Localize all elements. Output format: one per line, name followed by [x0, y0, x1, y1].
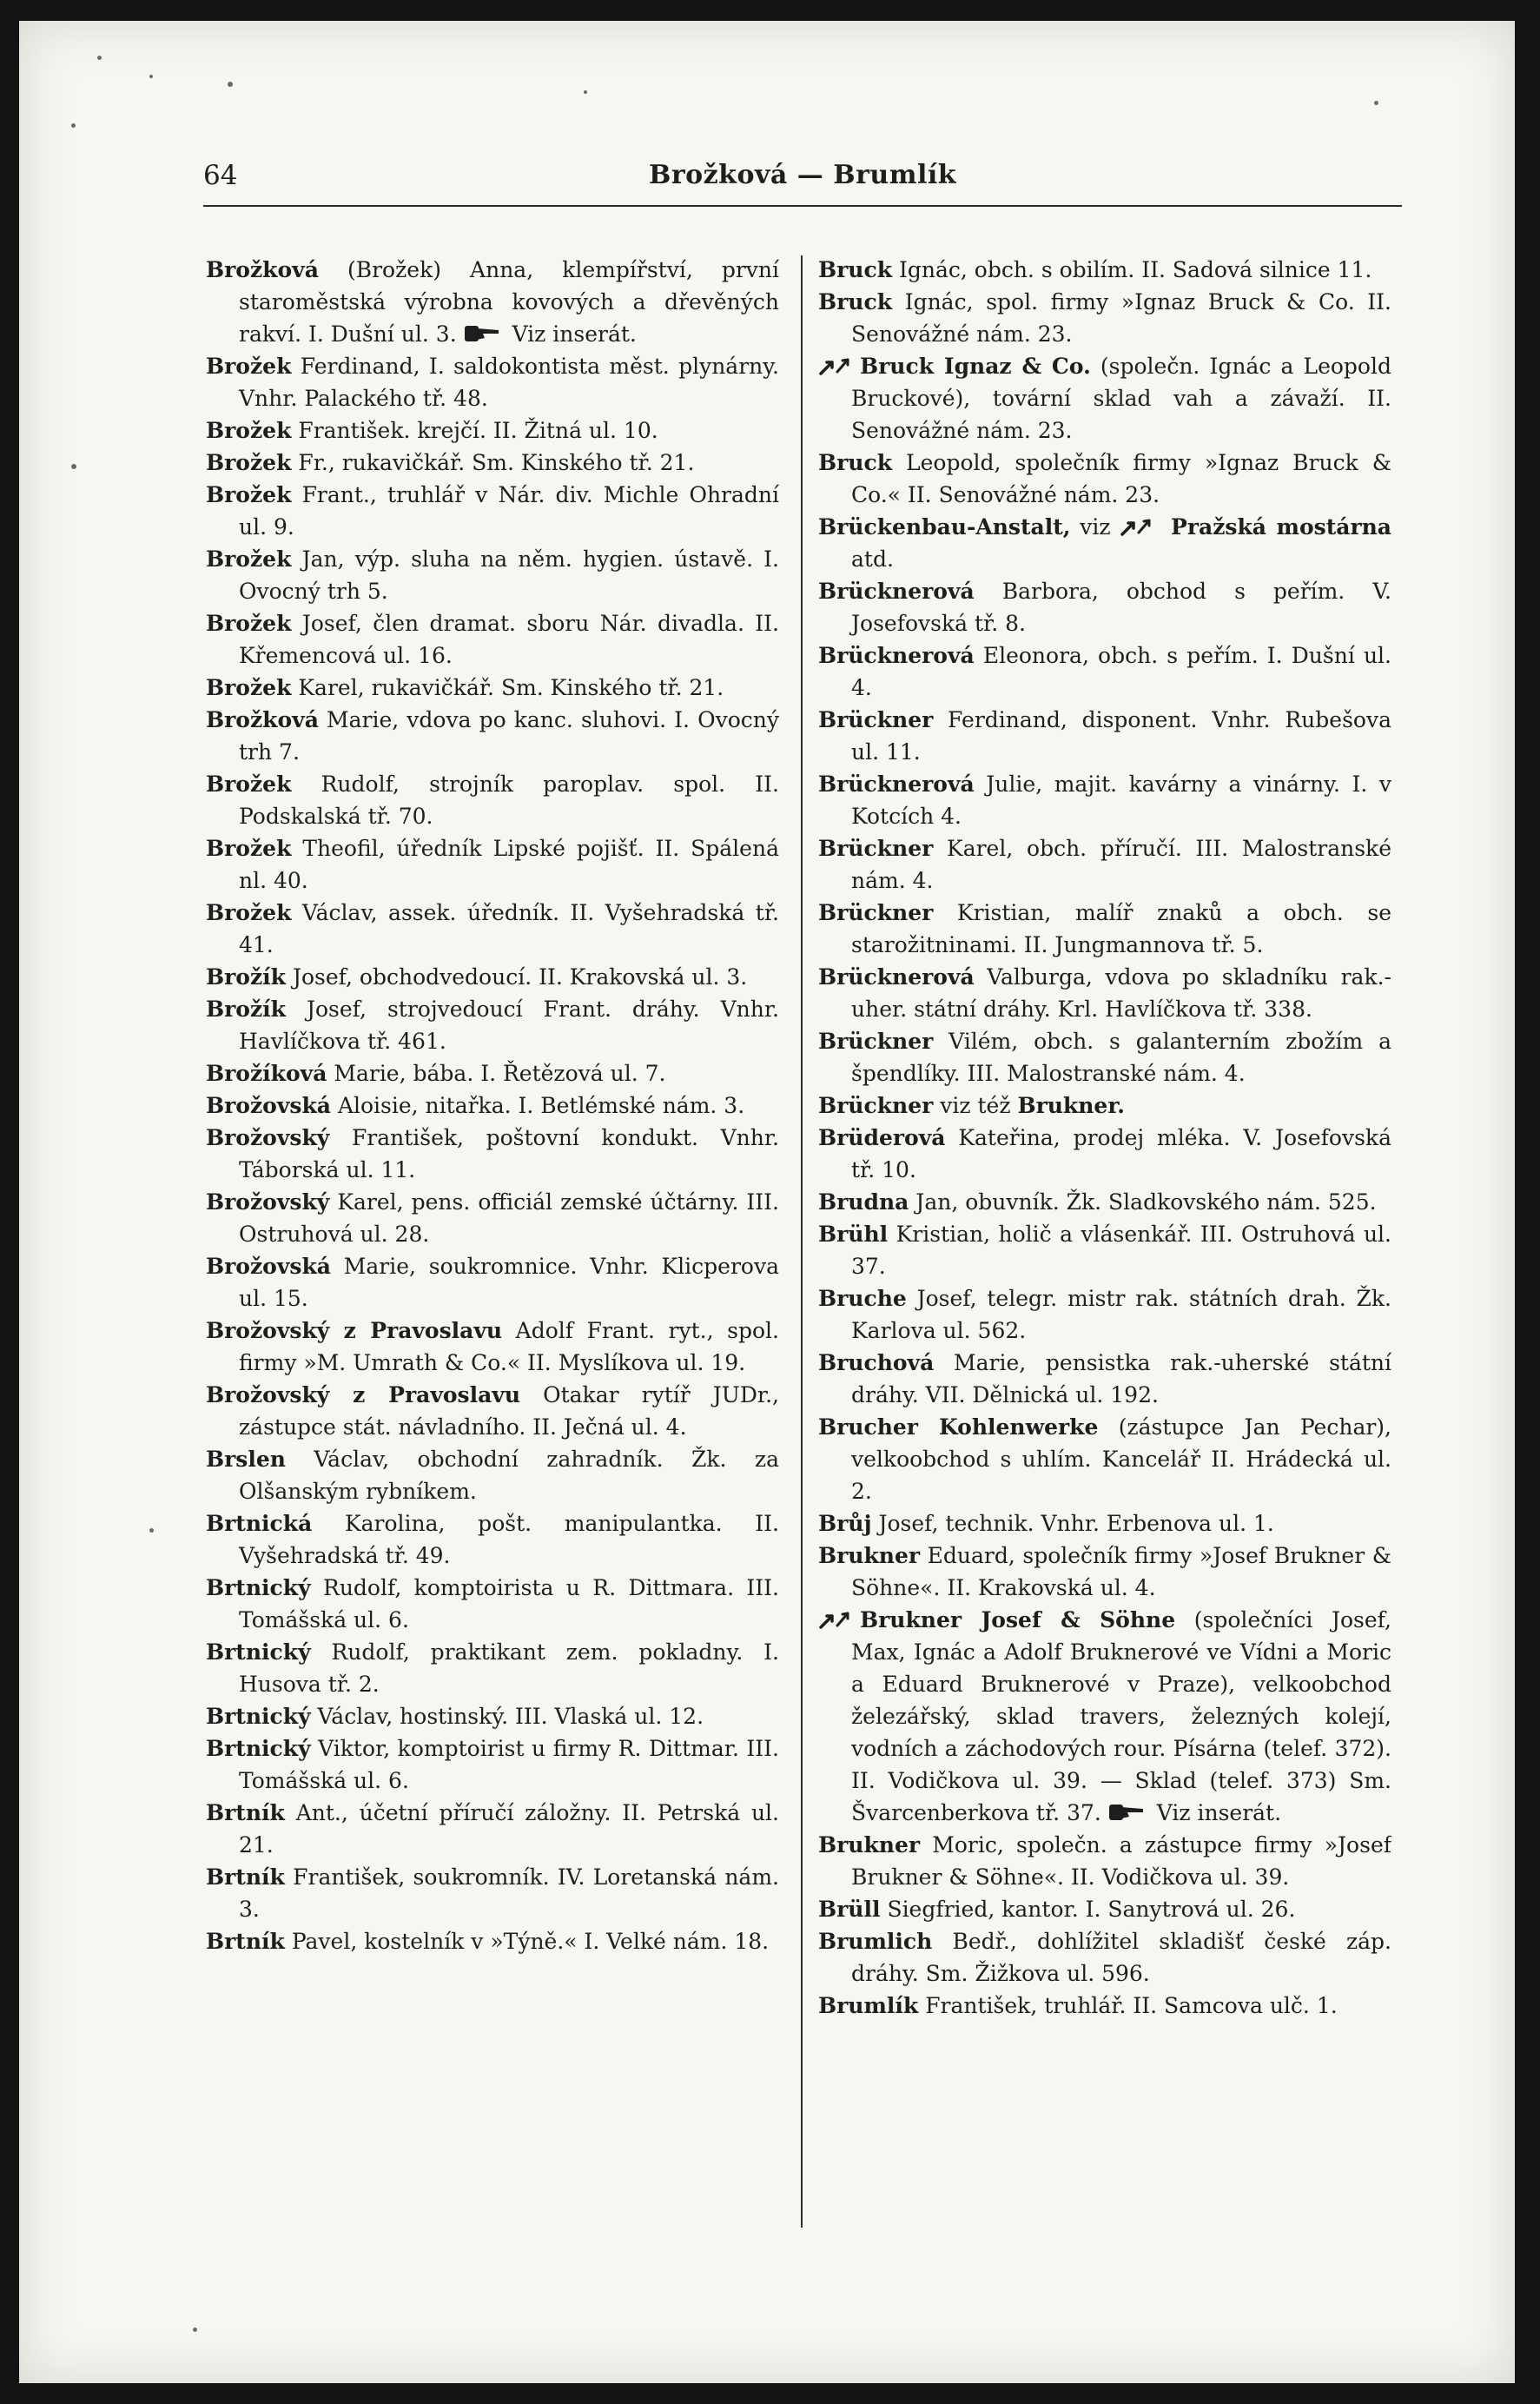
directory-entry — [206, 1057, 779, 1089]
entry-name: Brtnická — [206, 1511, 313, 1536]
entry-details: Ferdinand, I. saldokontista měst. plynárny. Vnhr. Palackého tř. 48. — [239, 354, 779, 411]
entry-name: Brückner — [818, 707, 934, 732]
entry-details: (zástupce Jan Pechar), velkoobchod s uhlím. Kancelář II. Hrádecká ul. 2. — [851, 1414, 1391, 1504]
directory-entry — [818, 1186, 1391, 1218]
scan-speck — [71, 123, 76, 128]
entry-name: Brožek — [206, 450, 292, 475]
directory-entry — [206, 543, 779, 607]
entry-details: viz též — [940, 1093, 1011, 1118]
directory-entry — [818, 1122, 1391, 1186]
scan-speck — [1374, 101, 1378, 105]
entry-name: Brukner — [818, 1832, 921, 1858]
entry-details: Marie, pensistka rak.-uherské státní dráhy. VII. Dělnická ul. 192. — [851, 1350, 1391, 1407]
entry-name: Brucher Kohlenwerke — [818, 1414, 1099, 1440]
directory-entry — [818, 1282, 1391, 1347]
entry-name: Bruche — [818, 1286, 907, 1311]
entry-name: Bruchová — [818, 1350, 935, 1375]
entry-details: František, soukromník. IV. Loretanská nám. 3. — [239, 1864, 779, 1922]
scan-speck — [228, 82, 233, 87]
entry-name: Brožovský — [206, 1125, 330, 1150]
entry-details: Karolina, pošt. manipulantka. II. Vyšehradská tř. 49. — [239, 1511, 779, 1568]
directory-entry — [206, 1379, 779, 1443]
cross-reference-icon — [1120, 515, 1156, 538]
directory-entry — [206, 254, 779, 350]
entry-details: Frant., truhlář v Nár. div. Michle Ohradní ul. 9. — [239, 482, 779, 540]
entry-details: Václav, obchodní zahradník. Žk. za Olšanským rybníkem. — [239, 1447, 779, 1504]
entry-name: Brückenbau-Anstalt, — [818, 514, 1071, 540]
entry-details: František, truhlář. II. Samcova ulč. 1. — [925, 1993, 1338, 2018]
directory-entry — [818, 575, 1391, 639]
directory-entry — [206, 1315, 779, 1379]
header-rule — [203, 205, 1402, 207]
entry-name: Brožek — [206, 611, 292, 636]
entry-reference: Brukner. — [1017, 1093, 1125, 1118]
entry-details: Kateřina, prodej mléka. V. Josefovská tř. 10. — [851, 1125, 1391, 1182]
directory-page — [19, 21, 1515, 2383]
directory-entry — [206, 1797, 779, 1861]
entry-details: Rudolf, praktikant zem. pokladny. I. Husova tř. 2. — [239, 1639, 779, 1697]
entry-details: Bedř., dohlížitel skladišť české záp. dráhy. Sm. Žižkova ul. 596. — [851, 1929, 1391, 1986]
directory-entry — [818, 1347, 1391, 1411]
left-column — [206, 254, 779, 2252]
entry-details: Adolf Frant. ryt., spol. firmy »M. Umrath & Co.« II. Myslíkova ul. 19. — [239, 1318, 779, 1375]
entry-name: Brožovská — [206, 1093, 331, 1118]
entry-details: Rudolf, strojník paroplav. spol. II. Podskalská tř. 70. — [239, 772, 779, 829]
directory-entry — [206, 704, 779, 768]
entry-details: Pavel, kostelník v »Týně.« I. Velké nám. 18. — [291, 1929, 770, 1954]
scan-speck — [97, 56, 102, 60]
right-column — [818, 254, 1391, 2252]
directory-entry — [818, 254, 1391, 286]
entry-name: Brudna — [818, 1189, 909, 1215]
entry-name: Brožovský — [206, 1189, 330, 1215]
entry-details: Marie, soukromnice. Vnhr. Klicperova ul. 15. — [239, 1254, 779, 1311]
entry-details: Moric, společn. a zástupce firmy »Josef Brukner & Söhne«. II. Vodičkova ul. 39. — [851, 1832, 1391, 1890]
entry-details: Karel, obch. příručí. III. Malostranské nám. 4. — [851, 836, 1391, 893]
cross-reference-icon — [818, 354, 855, 377]
entry-name: Brtnický — [206, 1639, 311, 1665]
directory-entry — [818, 1089, 1391, 1122]
entry-details: Josef, obchodvedoucí. II. Krakovská ul. 3. — [292, 964, 748, 990]
entry-details: Eleonora, obch. s peřím. I. Dušní ul. 4. — [851, 643, 1391, 700]
directory-entry — [818, 1025, 1391, 1089]
entry-name: Brücknerová — [818, 964, 975, 990]
scan-speck — [584, 90, 587, 94]
directory-entry — [818, 639, 1391, 704]
entry-name: Brückner — [818, 836, 934, 861]
entry-name: Bruck Ignaz & Co. — [860, 354, 1091, 379]
scan-speck — [71, 464, 76, 469]
directory-entry — [206, 1572, 779, 1636]
directory-entry — [818, 832, 1391, 897]
entry-name: Brožková — [206, 257, 319, 282]
entry-details: Vilém, obch. s galanterním zbožím a špendlíky. III. Malostranské nám. 4. — [851, 1029, 1391, 1086]
entry-name: Brtník — [206, 1864, 285, 1890]
directory-entry — [818, 1893, 1391, 1925]
scan-speck — [149, 1528, 154, 1533]
entry-name: Brukner — [818, 1543, 921, 1568]
entry-name: Brtník — [206, 1929, 285, 1954]
entry-details: Josef, člen dramat. sboru Nár. divadla. II. Křemencová ul. 16. — [239, 611, 779, 668]
entry-details: Kristian, malíř znaků a obch. se starožitninami. II. Jungmannova tř. 5. — [851, 900, 1391, 957]
directory-entry — [206, 1250, 779, 1315]
entry-note: Viz inserát. — [1156, 1800, 1282, 1825]
entry-details: Siegfried, kantor. I. Sanytrová ul. 26. — [887, 1897, 1296, 1922]
entry-details: Václav, hostinský. III. Vlaská ul. 12. — [317, 1704, 704, 1729]
directory-entry — [818, 1604, 1391, 1829]
directory-entry — [206, 961, 779, 993]
entry-details: Kristian, holič a vlásenkář. III. Ostruhová ul. 37. — [851, 1222, 1391, 1279]
pointing-hand-icon — [464, 322, 500, 345]
directory-entry — [818, 1990, 1391, 2022]
directory-entry — [818, 704, 1391, 768]
entry-name: Brumlich — [818, 1929, 933, 1954]
entry-reference: Pražská mostárna — [1171, 514, 1391, 540]
entry-name: Brožek — [206, 836, 292, 861]
directory-entry — [818, 1411, 1391, 1507]
entry-name: Brožíková — [206, 1061, 327, 1086]
entry-name: Brücknerová — [818, 579, 975, 604]
entry-note: atd. — [851, 546, 894, 572]
entry-name: Brožková — [206, 707, 319, 732]
entry-name: Brožík — [206, 997, 286, 1022]
entry-name: Brtnický — [206, 1736, 311, 1761]
entry-name: Brtnický — [206, 1575, 311, 1600]
entry-details: Aloisie, nitařka. I. Betlémské nám. 3. — [337, 1093, 745, 1118]
entry-details: Václav, assek. úředník. II. Vyšehradská tř. 41. — [239, 900, 779, 957]
entry-details: Leopold, společník firmy »Ignaz Bruck & Co.« II. Senovážné nám. 23. — [851, 450, 1391, 507]
entry-name: Brtnický — [206, 1704, 311, 1729]
entry-details: viz — [1080, 514, 1111, 540]
directory-entry — [206, 768, 779, 832]
entry-details: Josef, telegr. mistr rak. státních drah. Žk. Karlova ul. 562. — [851, 1286, 1391, 1343]
entry-name: Brslen — [206, 1447, 286, 1472]
entry-name: Brožek — [206, 900, 292, 925]
directory-entry — [206, 993, 779, 1057]
running-title: Brožková — Brumlík — [648, 160, 957, 190]
entry-details: Josef, strojvedoucí Frant. dráhy. Vnhr. Havlíčkova tř. 461. — [239, 997, 779, 1054]
directory-entry — [206, 350, 779, 414]
entry-name: Brückner — [818, 1029, 934, 1054]
directory-entry — [818, 961, 1391, 1025]
entry-details: Otakar rytíř JUDr., zástupce stát. návladního. II. Ječná ul. 4. — [239, 1382, 779, 1440]
directory-entry — [206, 479, 779, 543]
directory-entry — [206, 1122, 779, 1186]
cross-reference-icon — [818, 1608, 855, 1631]
entry-name: Brůj — [818, 1511, 872, 1536]
entry-details: Jan, výp. sluha na něm. hygien. ústavě. I. Ovocný trh 5. — [239, 546, 779, 604]
entry-details: Jan, obuvník. Žk. Sladkovského nám. 525. — [915, 1189, 1377, 1215]
page-header — [203, 149, 1402, 202]
directory-entry — [818, 350, 1391, 447]
directory-entry — [818, 897, 1391, 961]
entry-details: Ant., účetní příručí záložny. II. Petrská ul. 21. — [239, 1800, 779, 1858]
directory-entry — [818, 1925, 1391, 1990]
entry-details: Rudolf, komptoirista u R. Dittmara. III. Tomášská ul. 6. — [239, 1575, 779, 1632]
directory-entry — [818, 1507, 1391, 1540]
entry-details: Fr., rukavičkář. Sm. Kinského tř. 21. — [298, 450, 695, 475]
entry-details: (Brožek) Anna, klempířství, první staroměstská výrobna kovových a dřevěných rakví. I. Dušní ul. 3. — [239, 257, 779, 347]
entry-details: Viktor, komptoirist u firmy R. Dittmar. III. Tomášská ul. 6. — [239, 1736, 779, 1793]
entry-name: Brückner — [818, 1093, 934, 1118]
entry-name: Bruck — [818, 289, 893, 315]
entry-name: Brožovská — [206, 1254, 331, 1279]
entry-details: Josef, technik. Vnhr. Erbenova ul. 1. — [878, 1511, 1274, 1536]
scan-speck — [193, 2328, 197, 2332]
directory-entry — [818, 1829, 1391, 1893]
entry-name: Brumlík — [818, 1993, 919, 2018]
entry-details: Ignác, spol. firmy »Ignaz Bruck & Co. II. Senovážné nám. 23. — [851, 289, 1391, 347]
entry-name: Brožek — [206, 772, 292, 797]
entry-name: Brožík — [206, 964, 286, 990]
entry-details: Barbora, obchod s peřím. V. Josefovská tř. 8. — [851, 579, 1391, 636]
page-number: 64 — [203, 160, 238, 191]
directory-entry — [206, 832, 779, 897]
directory-entry — [206, 1186, 779, 1250]
directory-entry — [818, 286, 1391, 350]
entry-name: Brückner — [818, 900, 934, 925]
entry-name: Brožovský z Pravoslavu — [206, 1318, 503, 1343]
entry-details: František. krejčí. II. Žitná ul. 10. — [298, 418, 658, 443]
entry-name: Brožek — [206, 354, 292, 379]
directory-entry — [206, 1443, 779, 1507]
directory-entry — [206, 897, 779, 961]
directory-entry — [818, 1540, 1391, 1604]
directory-entry — [206, 447, 779, 479]
directory-entry — [206, 1636, 779, 1700]
entry-details: Ignác, obch. s obilím. II. Sadová silnice 11. — [898, 257, 1372, 282]
directory-entry — [206, 607, 779, 672]
entry-details: Theofil, úředník Lipské pojišť. II. Spálená nl. 40. — [239, 836, 779, 893]
entry-details: Julie, majit. kavárny a vinárny. I. v Kotcích 4. — [851, 772, 1391, 829]
entry-name: Brožek — [206, 675, 292, 700]
entry-name: Brožek — [206, 546, 292, 572]
directory-entry — [206, 1700, 779, 1732]
directory-entry — [206, 1089, 779, 1122]
entry-details: Marie, vdova po kanc. sluhovi. I. Ovocný trh 7. — [239, 707, 779, 765]
directory-entry — [818, 511, 1391, 575]
entry-name: Bruck — [818, 257, 893, 282]
entry-details: František, poštovní kondukt. Vnhr. Táborská ul. 11. — [239, 1125, 779, 1182]
column-divider — [801, 255, 803, 2228]
entry-name: Brüll — [818, 1897, 881, 1922]
entry-details: Eduard, společník firmy »Josef Brukner & Söhne«. II. Krakovská ul. 4. — [851, 1543, 1391, 1600]
entry-details: Valburga, vdova po skladníku rak.-uher. státní dráhy. Krl. Havlíčkova tř. 338. — [851, 964, 1391, 1022]
directory-entry — [818, 768, 1391, 832]
directory-entry — [818, 1218, 1391, 1282]
directory-entry — [206, 1925, 779, 1957]
entry-name: Bruck — [818, 450, 893, 475]
entry-name: Brožek — [206, 482, 292, 507]
entry-details: Marie, bába. I. Řetězová ul. 7. — [334, 1061, 666, 1086]
entry-name: Brožovský z Pravoslavu — [206, 1382, 521, 1407]
scan-speck — [149, 75, 153, 78]
entry-name: Brožek — [206, 418, 292, 443]
entry-name: Brücknerová — [818, 643, 975, 668]
entry-details: Karel, rukavičkář. Sm. Kinského tř. 21. — [298, 675, 724, 700]
directory-entry — [818, 447, 1391, 511]
directory-entry — [206, 1507, 779, 1572]
entry-name: Brukner Josef & Söhne — [860, 1607, 1176, 1632]
directory-entry — [206, 672, 779, 704]
directory-entry — [206, 414, 779, 447]
entry-details: Karel, pens. officiál zemské účtárny. III. Ostruhová ul. 28. — [239, 1189, 779, 1247]
entry-name: Brücknerová — [818, 772, 975, 797]
pointing-hand-icon — [1108, 1801, 1145, 1824]
entry-details: (společníci Josef, Max, Ignác a Adolf Bruknerové ve Vídni a Moric a Eduard Bruknerové v Praze), velkoobchod železářský, sklad travers, železných kolejí, vodních a záchodových rour. Písárna (telef. 372). II. Vodičkova ul. 39. — Sklad (telef. 373) Sm. Švarcenberkova tř. 37. — [851, 1607, 1391, 1825]
entry-name: Brüderová — [818, 1125, 946, 1150]
directory-entry — [206, 1732, 779, 1797]
entry-name: Brtník — [206, 1800, 285, 1825]
entry-note: Viz inserát. — [512, 321, 637, 347]
directory-entry — [206, 1861, 779, 1925]
entry-details: Ferdinand, disponent. Vnhr. Rubešova ul. 11. — [851, 707, 1391, 765]
entry-name: Brühl — [818, 1222, 889, 1247]
entry-details: (společn. Ignác a Leopold Bruckové), tovární sklad vah a závaží. II. Senovážné nám. 23. — [851, 354, 1391, 443]
